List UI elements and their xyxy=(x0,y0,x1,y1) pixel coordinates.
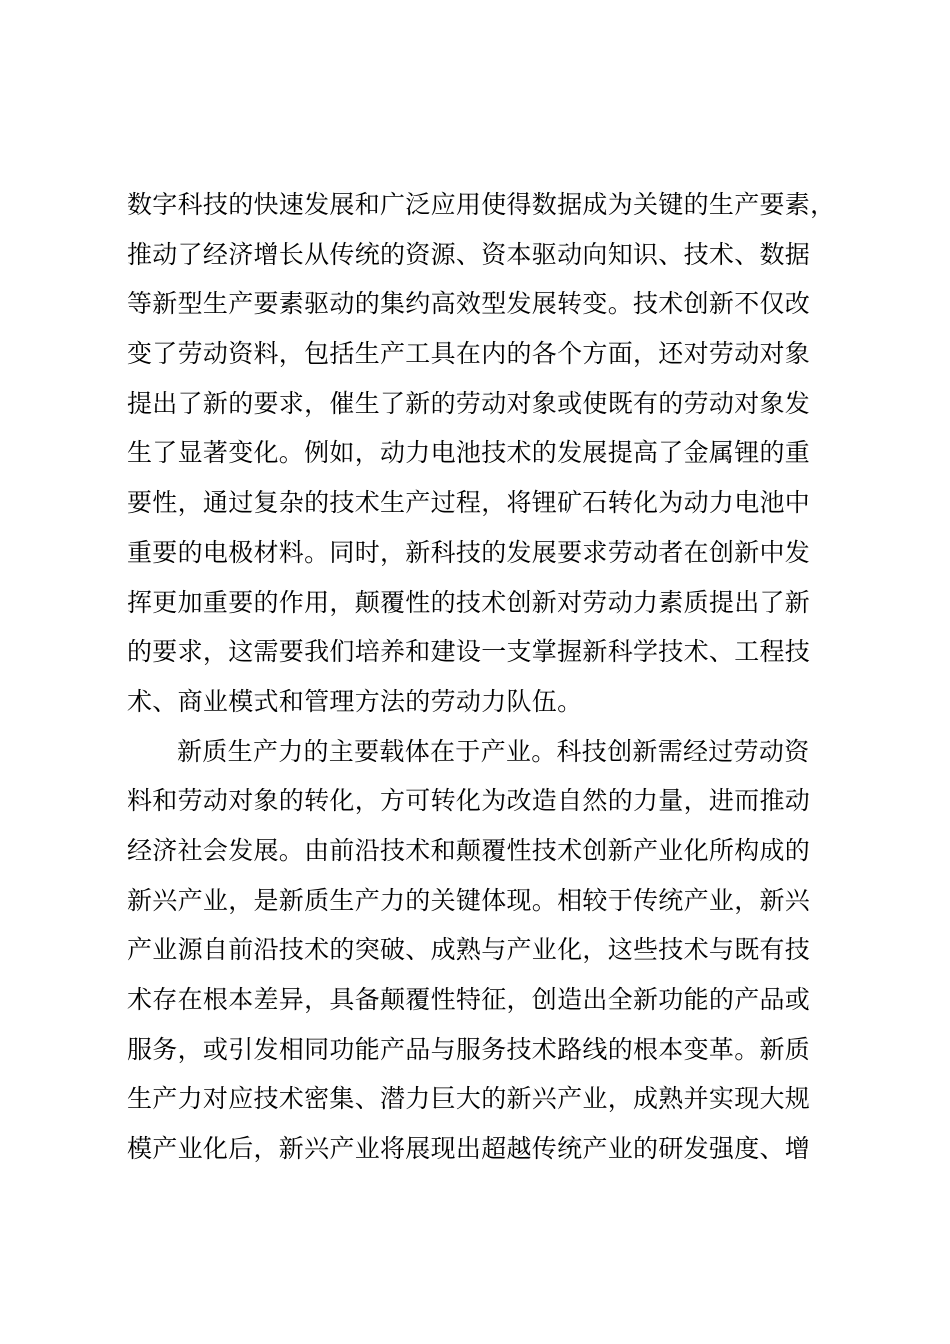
text-line: 挥更加重要的作用，颠覆性的技术创新对劳动力素质提出了新 xyxy=(127,587,811,617)
text-line: 新兴产业，是新质生产力的关键体现。相较于传统产业，新兴 xyxy=(127,885,811,915)
text-line: 服务，或引发相同功能产品与服务技术路线的根本变革。新质 xyxy=(127,1034,811,1064)
text-line: 生产力对应技术密集、潜力巨大的新兴产业，成熟并实现大规 xyxy=(127,1084,811,1114)
text-line: 数字科技的快速发展和广泛应用使得数据成为关键的生产要素， xyxy=(127,190,836,219)
text-line: 的要求，这需要我们培养和建设一支掌握新科学技术、工程技 xyxy=(127,637,811,667)
text-line: 变了劳动资料，包括生产工具在内的各个方面，还对劳动对象 xyxy=(127,339,811,369)
text-line: 等新型生产要素驱动的集约高效型发展转变。技术创新不仅改 xyxy=(127,289,811,319)
text-line: 术、商业模式和管理方法的劳动力队伍。 xyxy=(127,686,583,716)
text-line: 推动了经济增长从传统的资源、资本驱动向知识、技术、数据 xyxy=(127,239,811,269)
body-text xyxy=(127,180,847,1174)
text-line: 提出了新的要求，催生了新的劳动对象或使既有的劳动对象发 xyxy=(127,388,811,418)
paragraph-start-line: 新质生产力的主要载体在于产业。科技创新需经过劳动资 xyxy=(177,736,810,766)
text-line: 生了显著变化。例如，动力电池技术的发展提高了金属锂的重 xyxy=(127,438,811,468)
text-line: 术存在根本差异，具备颠覆性特征，创造出全新功能的产品或 xyxy=(127,985,811,1014)
text-line: 产业源自前沿技术的突破、成熟与产业化，这些技术与既有技 xyxy=(127,935,811,965)
text-line: 要性，通过复杂的技术生产过程，将锂矿石转化为动力电池中 xyxy=(127,488,811,518)
text-line: 料和劳动对象的转化，方可转化为改造自然的力量，进而推动 xyxy=(127,786,811,816)
text-line: 模产业化后，新兴产业将展现出超越传统产业的研发强度、增 xyxy=(127,1134,811,1164)
text-line: 经济社会发展。由前沿技术和颠覆性技术创新产业化所构成的 xyxy=(127,835,811,865)
text-line: 重要的电极材料。同时，新科技的发展要求劳动者在创新中发 xyxy=(127,537,811,567)
